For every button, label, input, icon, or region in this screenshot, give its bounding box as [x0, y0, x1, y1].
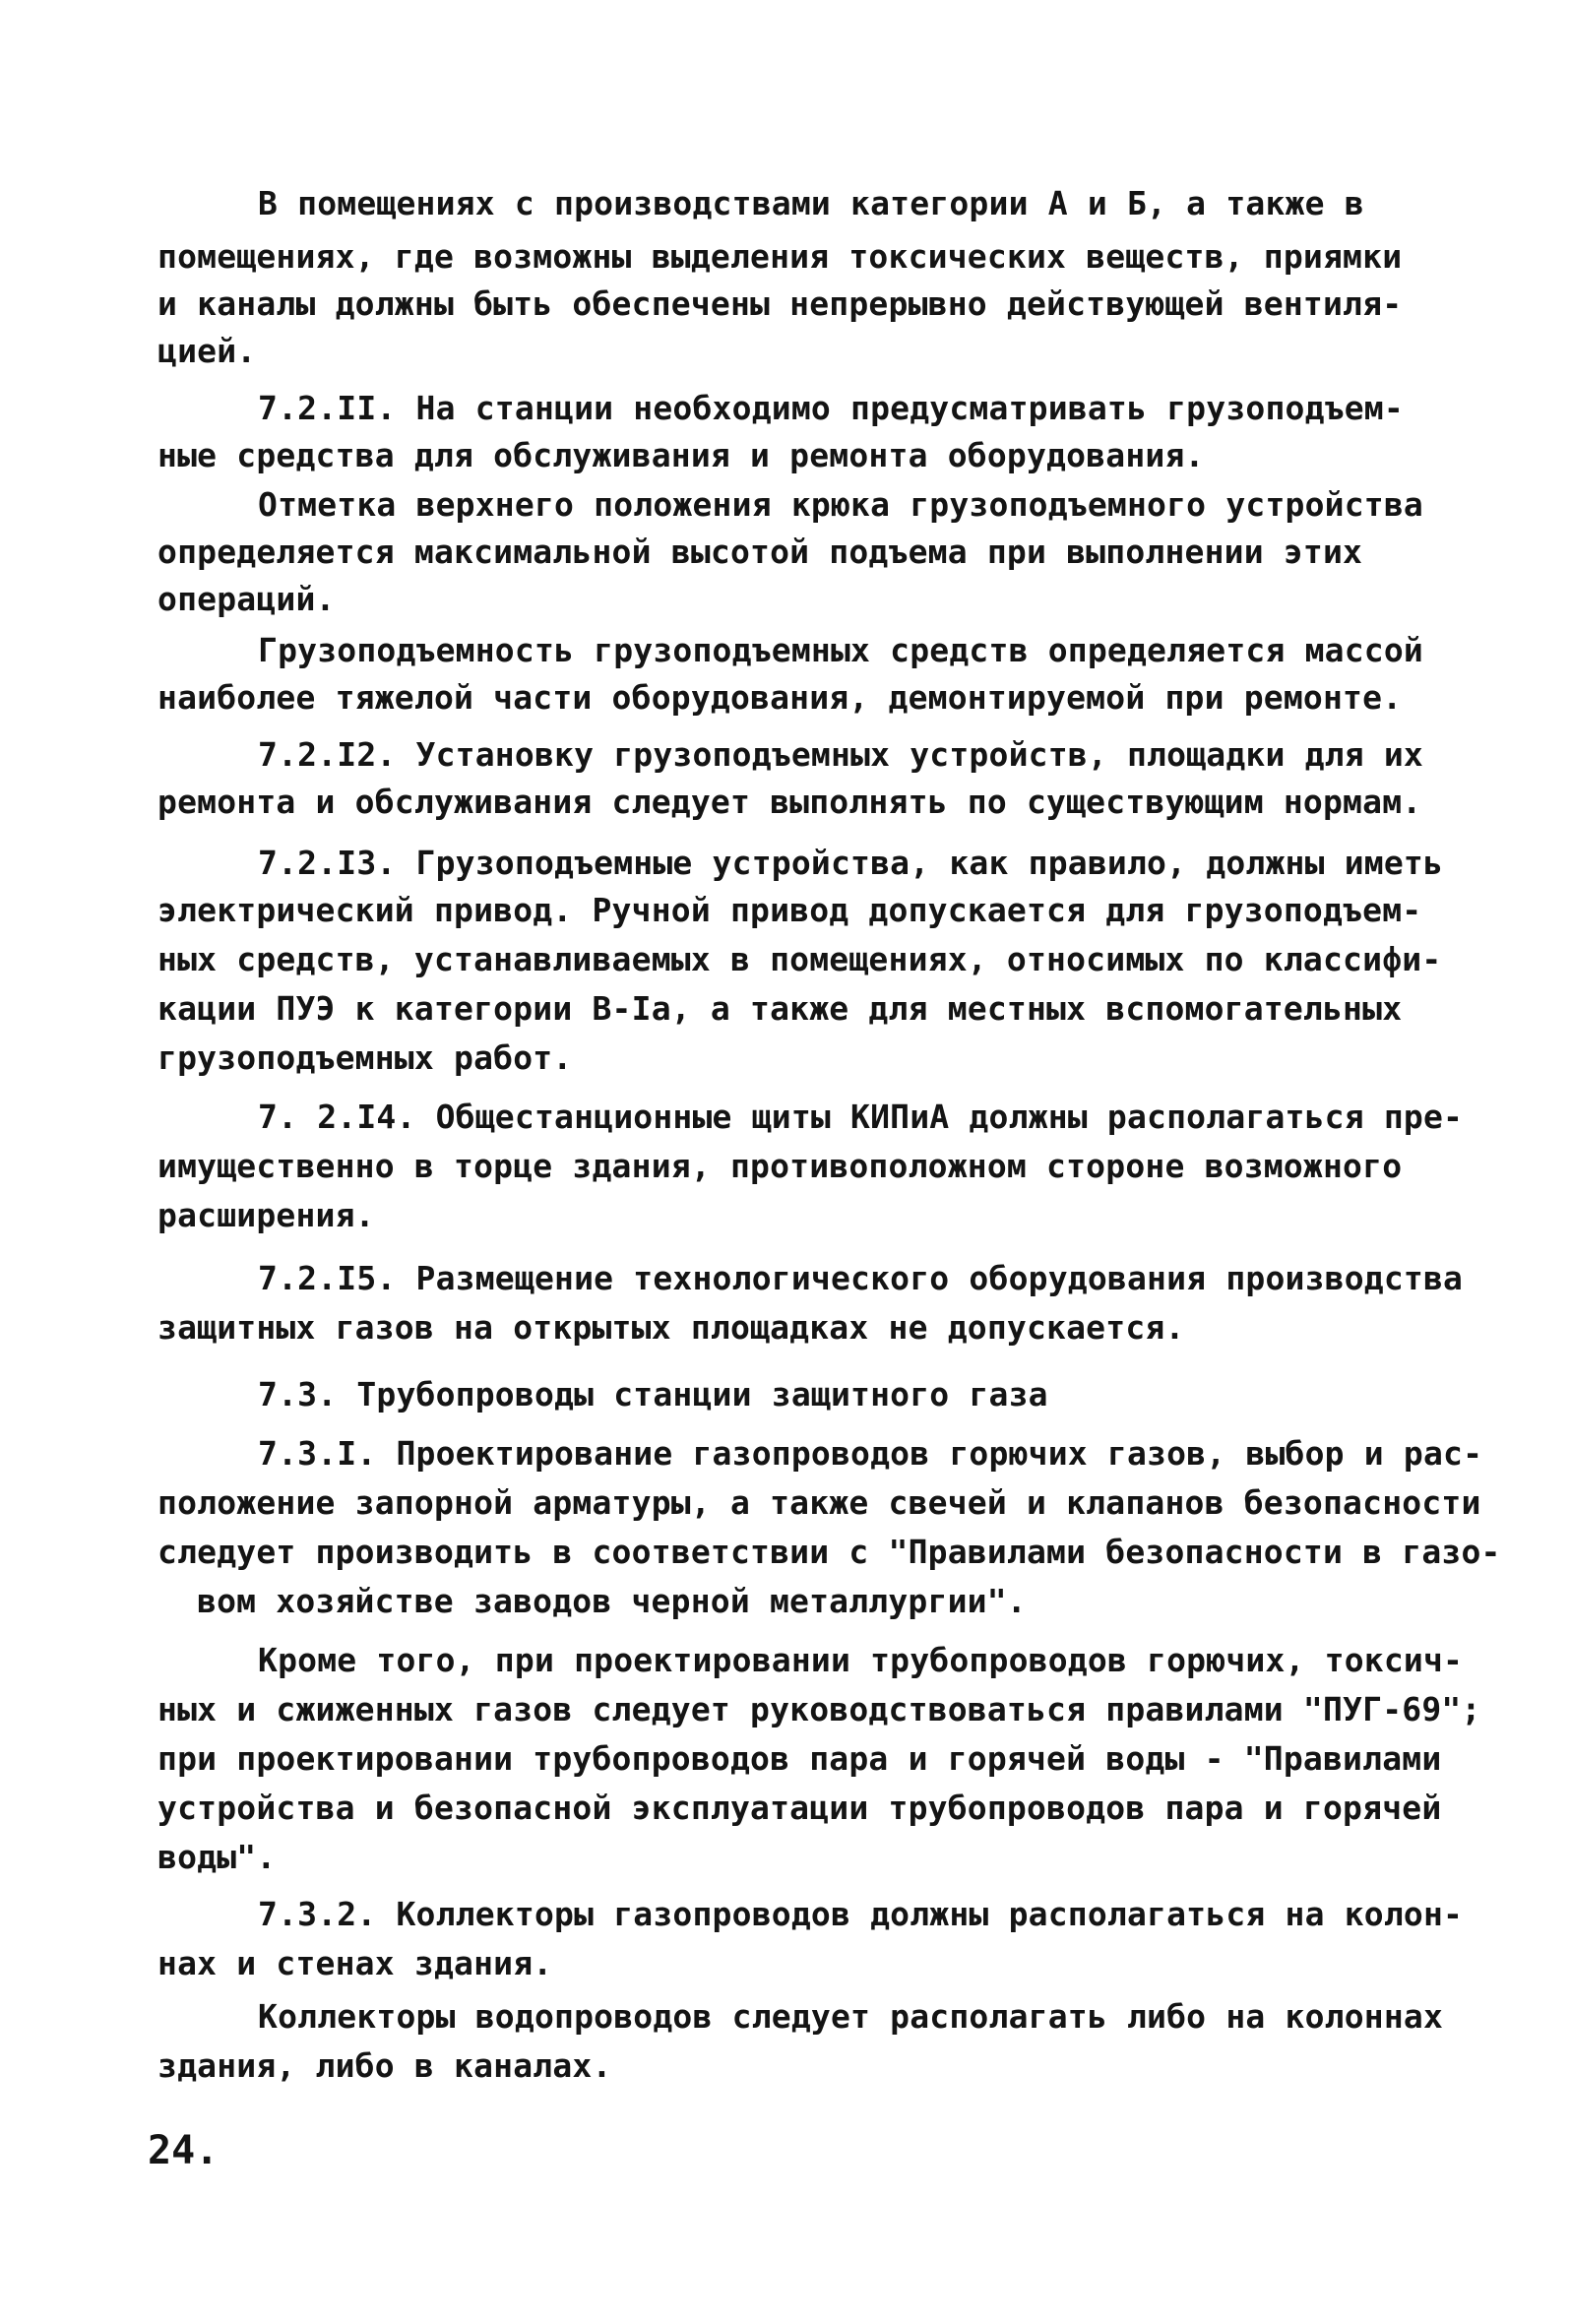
text-line: 7.2.I2. Установку грузоподъемных устройств, площадки для их — [258, 735, 1423, 774]
text-line: определяется максимальной высотой подъема при выполнении этих — [157, 533, 1363, 571]
text-line: воды". — [157, 1838, 277, 1876]
text-line: Отметка верхнего положения крюка грузоподъемного устройства — [258, 485, 1423, 524]
text-line: Коллекторы водопроводов следует располагать либо на колоннах — [258, 1997, 1444, 2036]
page-number: 24. — [148, 2128, 220, 2173]
text-line: ные средства для обслуживания и ремонта оборудования. — [157, 436, 1205, 474]
text-line: операций. — [157, 580, 336, 618]
text-line: 7. 2.I4. Общестанционные щиты КИПиА должны располагаться пре- — [258, 1098, 1464, 1136]
text-line: вом хозяйстве заводов черной металлургии". — [197, 1582, 1027, 1620]
text-line: нах и стенах здания. — [157, 1944, 553, 1982]
text-line: имущественно в торце здания, противоположном стороне возможного — [157, 1147, 1403, 1185]
text-line: при проектировании трубопроводов пара и горячей воды - "Правилами — [157, 1739, 1442, 1778]
text-line: Грузоподъемность грузоподъемных средств определяется массой — [258, 631, 1423, 669]
text-line: помещениях, где возможны выделения токсических веществ, приямки — [157, 237, 1403, 276]
text-line: устройства и безопасной эксплуатации трубопроводов пара и горячей — [157, 1789, 1442, 1827]
text-line: защитных газов на открытых площадках не допускается. — [157, 1308, 1185, 1347]
text-line: кации ПУЭ к категории В-Iа, а также для местных вспомогательных — [157, 989, 1403, 1028]
text-line: положение запорной арматуры, а также свечей и клапанов безопасности — [157, 1483, 1481, 1522]
text-line: здания, либо в каналах. — [157, 2046, 612, 2085]
text-line: 7.2.I3. Грузоподъемные устройства, как правило, должны иметь — [258, 844, 1444, 882]
text-line: 7.2.I5. Размещение технологического оборудования производства — [258, 1259, 1464, 1297]
text-line: В помещениях с производствами категории А и Б, а также в — [258, 184, 1364, 222]
text-line: ных и сжиженных газов следует руководствоваться правилами "ПУГ-69"; — [157, 1690, 1481, 1728]
text-line: 7.3.2. Коллекторы газопроводов должны располагаться на колон- — [258, 1895, 1464, 1933]
text-line: расширения. — [157, 1196, 375, 1234]
text-line: наиболее тяжелой части оборудования, демонтируемой при ремонте. — [157, 678, 1403, 717]
text-line: и каналы должны быть обеспечены непрерывно действующей вентиля- — [157, 284, 1403, 323]
text-line: электрический привод. Ручной привод допускается для грузоподъем- — [157, 891, 1422, 929]
text-line: ремонта и обслуживания следует выполнять по существующим нормам. — [157, 783, 1422, 821]
text-line: 7.2.II. На станции необходимо предусматривать грузоподъем- — [258, 389, 1404, 427]
text-line: 7.3.I. Проектирование газопроводов горючих газов, выбор и рас- — [258, 1434, 1483, 1473]
section-heading: 7.3. Трубопроводы станции защитного газа — [258, 1375, 1048, 1413]
text-line: грузоподъемных работ. — [157, 1038, 573, 1077]
text-line: следует производить в соответствии с "Правилами безопасности в газо- — [157, 1533, 1501, 1571]
text-line: цией. — [157, 332, 257, 370]
text-line: ных средств, устанавливаемых в помещениях, относимых по классифи- — [157, 940, 1442, 978]
text-line: Кроме того, при проектировании трубопроводов горючих, токсич- — [258, 1641, 1464, 1679]
